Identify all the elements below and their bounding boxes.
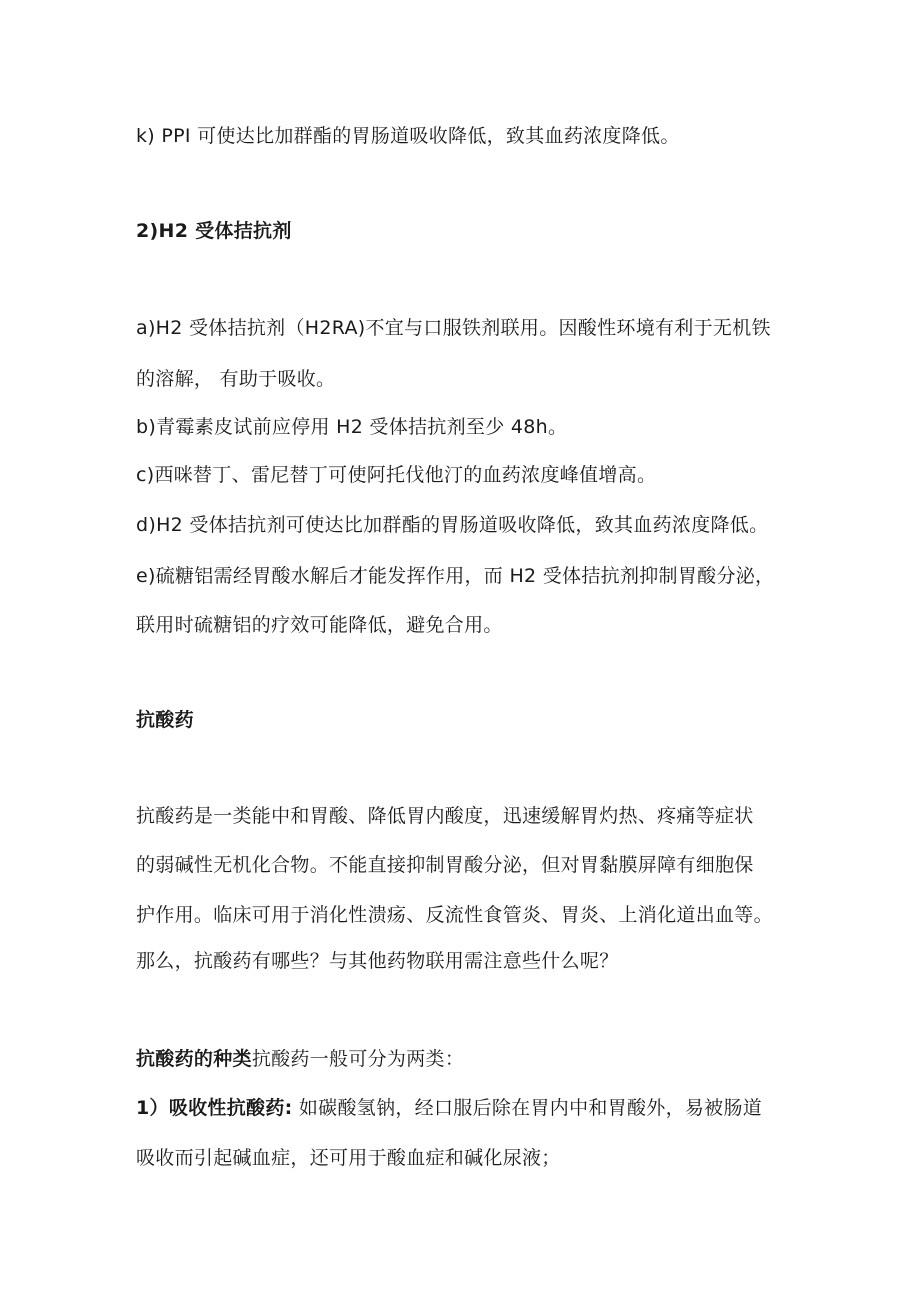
text-line: a)H2 受体拮抗剂（H2RA)不宜与口服铁剂联用。因酸性环境有利于无机铁 <box>136 317 771 339</box>
text-line: d)H2 受体拮抗剂可使达比加群酯的胃肠道吸收降低，致其血药浓度降低。 <box>136 514 769 536</box>
text-line: 吸收而引起碱血症，还可用于酸血症和碱化尿液； <box>136 1147 561 1169</box>
text-line: 护作用。临床可用于消化性溃疡、反流性食管炎、胃炎、上消化道出血等。 <box>136 904 773 926</box>
text-line: b)青霉素皮试前应停用 H2 受体拮抗剂至少 48h。 <box>136 416 568 438</box>
inline-heading: 1）吸收性抗酸药: <box>136 1097 293 1119</box>
text-line: 的弱碱性无机化合物。不能直接抑制胃酸分泌，但对胃黏膜屏障有细胞保 <box>136 854 754 876</box>
inline-heading: 抗酸药的种类 <box>136 1048 252 1070</box>
text-line: 抗酸药是一类能中和胃酸、降低胃内酸度，迅速缓解胃灼热、疼痛等症状 <box>136 805 754 827</box>
inline-text: 抗酸药一般可分为两类： <box>251 1048 465 1070</box>
text-line: e)硫糖铝需经胃酸水解后才能发挥作用，而 H2 受体拮抗剂抑制胃酸分泌， <box>136 565 775 587</box>
section-heading: 2)H2 受体拮抗剂 <box>136 220 292 242</box>
text-line: c)西咪替丁、雷尼替丁可使阿托伐他汀的血药浓度峰值增高。 <box>136 464 657 486</box>
inline-text: 如碳酸氢钠，经口服后除在胃内中和胃酸外，易被肠道 <box>292 1097 763 1119</box>
section-heading: 抗酸药 <box>136 709 194 731</box>
text-line: 的溶解， 有助于吸收。 <box>136 368 336 390</box>
text-line: 那么，抗酸药有哪些？与其他药物联用需注意些什么呢？ <box>136 950 619 972</box>
text-line <box>136 1046 464 1072</box>
text-line: k) PPI 可使达比加群酯的胃肠道吸收降低，致其血药浓度降低。 <box>136 125 680 147</box>
text-line <box>136 1095 762 1121</box>
text-line: 联用时硫糖铝的疗效可能降低，避免合用。 <box>136 614 503 636</box>
